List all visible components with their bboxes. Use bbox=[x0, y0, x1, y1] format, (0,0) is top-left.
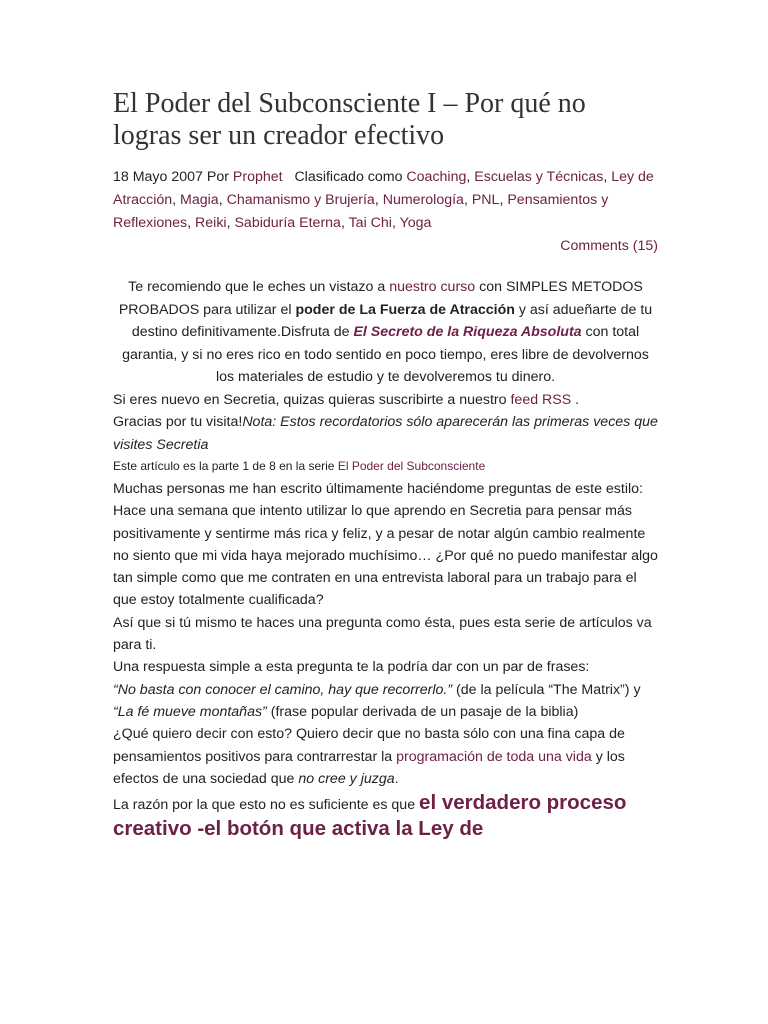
post-date: 18 Mayo 2007 bbox=[113, 169, 203, 185]
faith-quote: “La fé mueve montañas” bbox=[113, 703, 267, 720]
programming-link[interactable]: programación de toda una vida bbox=[396, 748, 592, 765]
thanks-text: Gracias por tu visita! bbox=[113, 414, 243, 430]
promo-text: Te recomiendo que le eches un vistazo a bbox=[128, 279, 386, 295]
author-link[interactable]: Prophet bbox=[232, 169, 283, 185]
category-link[interactable]: Ley de Atracción bbox=[113, 169, 654, 208]
category-link[interactable]: Numerología bbox=[382, 192, 464, 208]
promo-box bbox=[113, 276, 658, 456]
classified-label: Clasificado como bbox=[294, 169, 403, 185]
category-link[interactable]: Chamanismo y Brujería bbox=[226, 192, 375, 208]
category-link[interactable]: Reiki bbox=[195, 215, 227, 231]
body-paragraph: Muchas personas me han escrito últimamente haciéndome preguntas de este estilo: bbox=[113, 481, 643, 497]
promo-text: con SIMPLES METODOS PROBADOS para utilizar el bbox=[118, 279, 643, 318]
article-title: El Poder del Subconsciente I – Por qué no logras ser un creador efectivo bbox=[113, 88, 586, 151]
body-paragraph: ¿Qué quiero decir con esto? Quiero decir que no basta sólo con una fina capa de pensamientos positivos para contrarrestar la programación de toda una vida y los efectos de una sociedad que no cree y juzga. bbox=[113, 726, 625, 787]
article-content bbox=[113, 88, 658, 843]
promo-text: y así adueñarte de tu destino definitivamente. bbox=[131, 301, 653, 340]
body-paragraph: La razón por la que esto no es suficiente es que el verdadero proceso creativo -el botón que activa la Ley de bbox=[113, 791, 627, 841]
promo-text: Disfruta de bbox=[280, 324, 350, 340]
promo-text: Si eres nuevo en Secretia, quizas quieras suscribirte a nuestro bbox=[113, 391, 507, 408]
rss-feed-link[interactable]: feed RSS bbox=[510, 391, 572, 408]
highlight-heading: el verdadero proceso creativo -el botón que activa la Ley de bbox=[113, 791, 627, 841]
category-link[interactable]: PNL bbox=[471, 192, 500, 208]
category-link[interactable]: Tai Chi bbox=[348, 215, 392, 231]
series-link[interactable]: El Poder del Subconsciente bbox=[337, 459, 486, 473]
promo-text: con total garantia, y si no eres rico en todo sentido en poco tiempo, eres libre de devolvernos los materiales de estudio y te devolveremos tu dinero. bbox=[122, 324, 649, 385]
promo-text: . bbox=[575, 391, 580, 408]
category-link[interactable]: Yoga bbox=[399, 215, 432, 231]
category-link[interactable]: Sabiduría Eterna bbox=[234, 215, 341, 231]
secret-riches-link[interactable]: El Secreto de la Riqueza Absoluta bbox=[353, 324, 582, 340]
society-italic: no cree y juzga bbox=[298, 770, 395, 787]
body-paragraph: Así que si tú mismo te haces una pregunta como ésta, pues esta serie de artículos va para ti. bbox=[113, 614, 652, 654]
matrix-quote: “No basta con conocer el camino, hay que recorrerlo.” bbox=[113, 681, 453, 698]
category-link[interactable]: Pensamientos y Reflexiones bbox=[113, 192, 609, 231]
comments-link[interactable]: Comments (15) bbox=[560, 238, 658, 254]
article-meta: 18 Mayo 2007 Por Prophet Clasificado como Coaching, Escuelas y Técnicas, Ley de Atracción, Magia, Chamanismo y Brujería, Numerología, PNL, Pensamientos y Reflexiones, Reiki, Sabiduría Eterna, Tai Chi, Yoga bbox=[113, 169, 654, 231]
body-paragraph: Una respuesta simple a esta pregunta te la podría dar con un par de frases: bbox=[113, 659, 590, 676]
series-text: Este artículo es la parte 1 de 8 en la serie bbox=[113, 459, 335, 473]
series-notice bbox=[113, 458, 658, 474]
body-paragraph: “No basta con conocer el camino, hay que recorrerlo.” (de la película “The Matrix”) y “La fé mueve montañas” (frase popular derivada de un pasaje de la biblia) bbox=[113, 681, 641, 720]
course-link[interactable]: nuestro curso bbox=[389, 279, 476, 295]
category-link[interactable]: Escuelas y Técnicas bbox=[474, 169, 604, 185]
category-link[interactable]: Magia bbox=[180, 192, 219, 208]
comments-row bbox=[113, 235, 658, 258]
body-paragraph: Hace una semana que intento utilizar lo que aprendo en Secretia para pensar más positivamente y sentirme más rica y feliz, y a pesar de notar algún cambio realmente no siento que mi vida haya mejorado muchísimo… ¿Por qué no puedo manifestar algo tan simple como que me contraten en una entrevista laboral para un trabajo para el que estoy totalmente cualificada? bbox=[113, 503, 658, 609]
reminder-note: Nota: Estos recordatorios sólo aparecerán las primeras veces que visites Secretia bbox=[113, 414, 658, 453]
power-bold-text: poder de La Fuerza de Atracción bbox=[295, 301, 515, 318]
promo-left-block bbox=[113, 389, 658, 457]
article-body bbox=[113, 478, 658, 843]
by-label: Por bbox=[206, 169, 229, 185]
category-link[interactable]: Coaching bbox=[406, 169, 467, 185]
